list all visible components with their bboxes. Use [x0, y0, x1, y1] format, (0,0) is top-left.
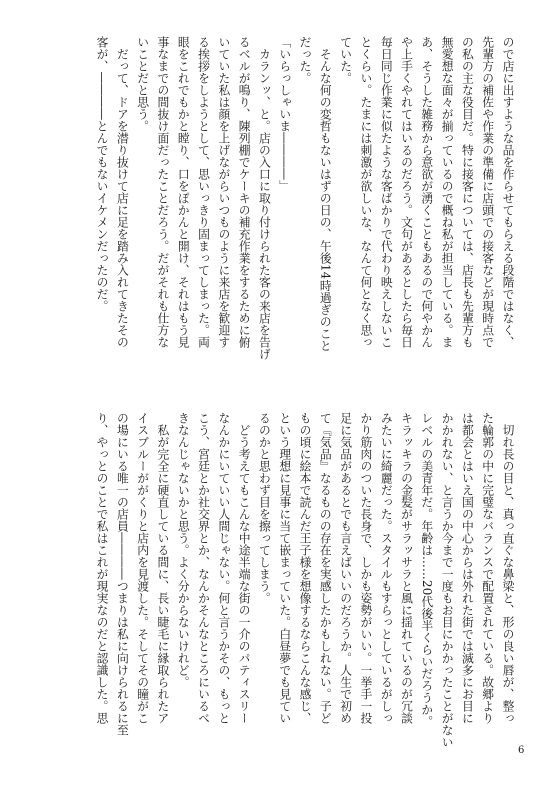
lower-text-block: 切れ長の目と、真っ直ぐな鼻梁と、形の良い唇が、整っ た輪郭の中に完璧なバランスで配置されている。故郷より は都会とはいえ国の中心からは外れた街では滅多にお目に かかれない、と言うか今まで一度もお目にかかったことがない レベルの美青年だ。年齢は……20代後半くらいだろうか。 キラッキラの金髪がサラッサラと風に揺れているのが冗談 みたいに綺麗だった。スタイルもすらっとしているがしっ かり筋肉のついた長身で、しかも姿勢がいい。一挙手一投 足に気品があるとでも言えばいいのだろうか。人生で初め て『気品』なるものの存在を実感したかもしれない。子ど もの頃に絵本で読んだ王子様を想像するならこんな感じ、 という理想に見事に当て嵌まっていた。白昼夢でも見てい るのかと思わず目を擦ってしまう。 どう考えてもこんな中途半端な街の一介のパティスリー なんかにいていい人間じゃない。何と言うかその、もっと こう、宮廷とか社交界とか、なんかそんなところにいるべ きなんじゃないかと思う。よく分からないけれど。 私が完全に硬直している間に、長い睫毛に縁取られたア イスブルーががくりと店内を見渡した。そしてその瞳がこ の場にいる唯一の店員――――つまりは私に向けられるに至 り、やっとのことで私はこれが現実なのだと認識した。思: [95, 412, 515, 748]
upper-text-block: ので店に出すような品を作らせてもらえる段階ではなく、 先輩方の補佐や作業の準備に店頭での接客などが現時点で の私の主な役目だ。特に接客については、店長も先輩方も 無愛想な面々が揃っているので概ね私が担当している。ま あ、そうした雑務から意欲が湧くこともあるので何やかん や上手くやれてはいるのだろう。文句があるとしたら毎日 毎日同じ作業に似たような客ばかりで代わり映えしないこ とくらい。たまには刺激が欲しいな、なんて何となく思っ ていた。 そんな何の変哲もないはずの日の、午後14時過ぎのこと だった。 「いらっしゃいま――――」 カランッ、と。店の入口に取り付けられた客の来店を告げ るベルが鳴り、陳列棚でケーキの補充作業をするために俯 いていた私は顔を上げながらいつものように来店を歓迎す る挨拶をしようとして、思いっきり固まってしまった。両 眼をこれでもかと瞠り、口をぽかんと開け、それはもう見 事なまでの間抜け面だったことだろう。だがそれも仕方な いことだと思う。 だって、ドアを潜り抜けて店に足を踏み入れてきたその 客が、――――とんでもないイケメンだったのだ。: [95, 36, 515, 360]
page-number: 6: [518, 745, 525, 756]
